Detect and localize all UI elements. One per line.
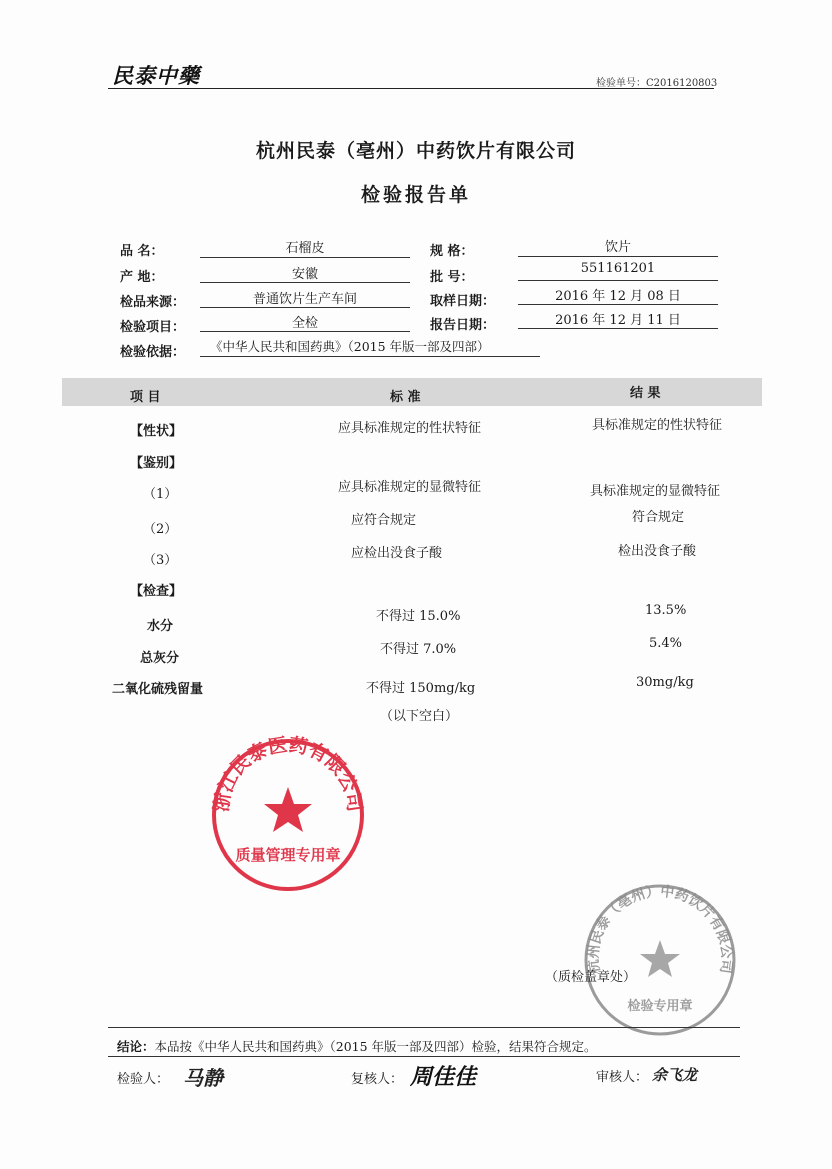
- row-item: 【性状】: [130, 424, 183, 439]
- origin-label: 产 地：: [120, 270, 164, 285]
- row-item: （1）: [143, 487, 178, 502]
- quality-seal: [208, 735, 368, 895]
- sampling-label: 取样日期：: [430, 294, 496, 309]
- row-item: （2）: [143, 522, 178, 537]
- company-name: 杭州民泰（亳州）中药饮片有限公司: [255, 140, 576, 162]
- row-result: 符合规定: [632, 510, 685, 525]
- approver-label: 审核人：: [596, 1070, 649, 1085]
- spec-label: 规 格：: [430, 244, 474, 259]
- company-logo: 民泰中藥: [112, 63, 200, 88]
- row-result: 5.4%: [649, 636, 683, 651]
- source-value: 普通饮片生产车间: [252, 292, 357, 307]
- source-underline: [200, 307, 410, 308]
- inspector-signature: 马静: [183, 1066, 223, 1090]
- row-result: 具标准规定的性状特征: [592, 418, 723, 433]
- sampling-value: 2016 年 12 月 08 日: [555, 289, 681, 304]
- batch-underline: [518, 280, 718, 281]
- spec-underline: [518, 256, 718, 257]
- row-item: 【鉴别】: [130, 456, 183, 471]
- reviewer-signature: 周佳佳: [410, 1064, 477, 1090]
- conclusion-top-line: [108, 1027, 740, 1028]
- reviewer-label: 复核人：: [351, 1072, 404, 1087]
- red-seal-bottom-text: 质量管理专用章: [235, 846, 341, 864]
- item-label: 检验项目：: [120, 320, 186, 335]
- gray-seal-bottom-text: 检验专用章: [627, 999, 693, 1014]
- row-item: （3）: [143, 553, 178, 568]
- report-date-label: 报告日期：: [430, 318, 496, 333]
- basis-value: 《中华人民共和国药典》（2015 年版一部及四部）: [210, 339, 490, 354]
- basis-label: 检验依据：: [120, 345, 186, 360]
- inspector-label: 检验人：: [117, 1072, 170, 1087]
- inspection-seal: [580, 880, 740, 1040]
- item-value: 全检: [291, 316, 318, 331]
- star-icon: [640, 940, 680, 977]
- header-result: 结 果: [630, 386, 661, 401]
- header-divider: [108, 88, 714, 89]
- conclusion-bottom-line: [108, 1056, 740, 1057]
- report-date-underline: [518, 328, 718, 329]
- document-title: 检验报告单: [360, 184, 471, 206]
- row-item: 总灰分: [140, 651, 180, 666]
- report-date-value: 2016 年 12 月 11 日: [555, 313, 681, 328]
- origin-value: 安徽: [291, 267, 318, 282]
- item-underline: [200, 331, 410, 332]
- red-seal-graphic: [208, 735, 368, 895]
- product-value: 石榴皮: [285, 241, 325, 256]
- header-standard: 标 准: [390, 390, 421, 405]
- row-result: 具标准规定的显微特征: [590, 484, 721, 499]
- header-item: 项 目: [130, 390, 161, 405]
- row-standard: 应具标准规定的性状特征: [338, 421, 482, 436]
- origin-underline: [200, 282, 410, 283]
- gray-seal-graphic: [580, 880, 740, 1040]
- row-standard: 应具标准规定的显微特征: [338, 480, 482, 495]
- conclusion-text: 本品按《中华人民共和国药典》（2015 年版一部及四部）检验，结果符合规定。: [154, 1039, 597, 1054]
- blank-note: （以下空白）: [380, 709, 459, 724]
- sampling-underline: [518, 304, 718, 305]
- row-result: 30mg/kg: [636, 675, 694, 690]
- batch-value: 551161201: [580, 261, 656, 276]
- row-result: 检出没食子酸: [618, 544, 697, 559]
- conclusion: [117, 1037, 597, 1055]
- basis-underline: [200, 356, 540, 357]
- row-result: 13.5%: [645, 603, 687, 618]
- conclusion-label: 结论：: [117, 1039, 155, 1054]
- red-seal-top-text: 浙江民泰医药有限公司: [210, 735, 366, 814]
- batch-label: 批 号：: [430, 270, 474, 285]
- approver-signature: 余飞龙: [652, 1066, 698, 1084]
- product-underline: [200, 257, 410, 258]
- spec-value: 饮片: [604, 240, 631, 255]
- row-standard: 应符合规定: [351, 513, 417, 528]
- gray-seal-top-text: 杭州民泰（亳州）中药饮片有限公司: [585, 883, 735, 975]
- row-standard: 不得过 7.0%: [380, 642, 457, 657]
- row-standard: 应检出没食子酸: [351, 546, 443, 561]
- seal-note: （质检盖章处）: [545, 970, 637, 985]
- row-standard: 不得过 15.0%: [376, 609, 461, 624]
- row-item: 水分: [147, 619, 174, 634]
- row-item: 【检查】: [130, 584, 183, 599]
- source-label: 检品来源：: [120, 295, 186, 310]
- product-label: 品 名：: [120, 244, 164, 259]
- row-standard: 不得过 150mg/kg: [366, 681, 476, 696]
- report-number: 检验单号：C2016120803: [596, 78, 718, 89]
- row-item: 二氧化硫残留量: [112, 682, 204, 697]
- star-icon: [264, 787, 312, 832]
